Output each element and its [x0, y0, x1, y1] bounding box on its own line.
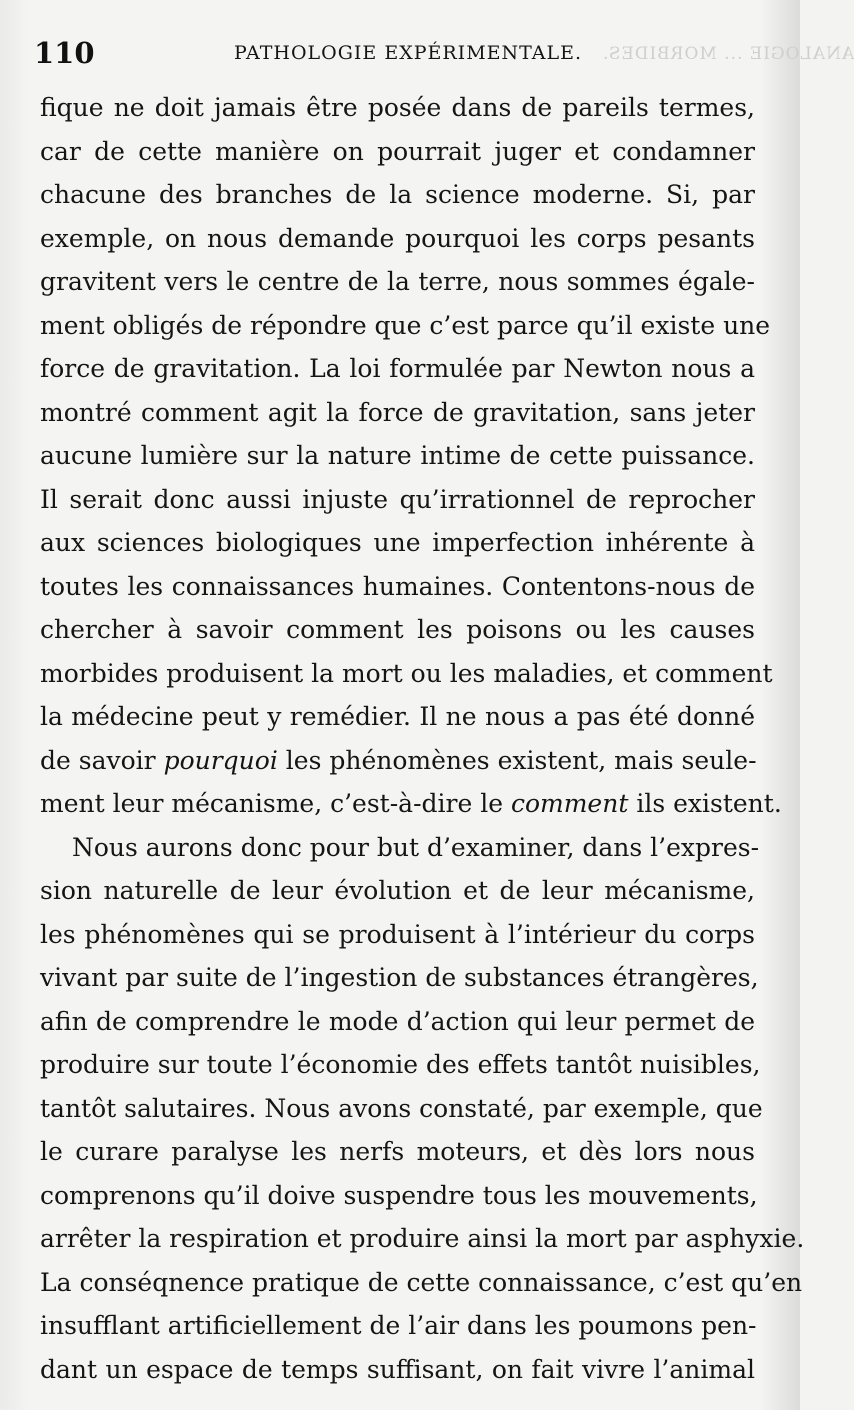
- text-line: chacune des branches de la science moderne. Si, par: [40, 180, 755, 209]
- text-line: produire sur toute l’économie des effets tantôt nuisibles,: [40, 1050, 761, 1079]
- text-line: [40, 739, 755, 783]
- text-line: arrêter la respiration et produire ainsi la mort par asphyxie.: [40, 1224, 805, 1253]
- text-fragment: les phénomènes existent, mais seule-: [277, 745, 757, 775]
- text-line: car de cette manière on pourrait juger et condamner: [40, 136, 755, 166]
- text-line: le curare paralyse les nerfs moteurs, et dès lors nous: [40, 1137, 755, 1166]
- page-header: [34, 36, 854, 76]
- text-line: dant un espace de temps suffisant, on fait vivre l’animal: [40, 1354, 755, 1384]
- text-line: aucune lumière sur la nature intime de cette puissance.: [40, 441, 755, 470]
- text-line: [40, 782, 782, 826]
- italic-word: pourquoi: [163, 745, 278, 775]
- text-line: La conséqnence pratique de cette connaissance, c’est qu’en: [40, 1267, 803, 1297]
- text-line: force de gravitation. La loi formulée par Newton nous a: [40, 354, 755, 383]
- text-line: insufflant artificiellement de l’air dans les poumons pen-: [40, 1311, 757, 1340]
- text-line: ment obligés de répondre que c’est parce qu’il existe une: [40, 310, 771, 340]
- running-head: PATHOLOGIE EXPÉRIMENTALE.: [234, 42, 583, 64]
- text-line: la médecine peut y remédier. Il ne nous a pas été donné: [40, 702, 755, 731]
- text-line: gravitent vers le centre de la terre, nous sommes égale-: [40, 267, 755, 296]
- bleed-through-text: ANALOGIE ... MORBIDES.: [602, 44, 854, 64]
- text-line: comprenons qu’il doive suspendre tous les mouvements,: [40, 1180, 758, 1210]
- text-line: chercher à savoir comment les poisons ou les causes: [40, 615, 755, 644]
- page-number: 110: [34, 36, 95, 70]
- text-line: Il serait donc aussi injuste qu’irrationnel de reprocher: [40, 484, 755, 514]
- text-fragment: ment leur mécanisme, c’est-à-dire le: [40, 789, 511, 818]
- text-line: sion naturelle de leur évolution et de leur mécanisme,: [40, 876, 755, 905]
- text-fragment: de savoir: [40, 745, 164, 775]
- text-line: afin de comprendre le mode d’action qui leur permet de: [40, 1006, 755, 1036]
- text-line: exemple, on nous demande pourquoi les corps pesants: [40, 223, 755, 253]
- italic-word: comment: [510, 789, 629, 818]
- text-line: aux sciences biologiques une imperfection inhérente à: [40, 528, 755, 557]
- text-line: morbides produisent la mort ou les maladies, et comment: [40, 658, 773, 688]
- body-text: [40, 86, 805, 1391]
- text-fragment: ils existent.: [628, 789, 782, 818]
- text-line: vivant par suite de l’ingestion de substances étrangères,: [40, 963, 759, 992]
- text-line: les phénomènes qui se produisent à l’intérieur du corps: [40, 919, 755, 949]
- text-line: montré comment agit la force de gravitation, sans jeter: [40, 397, 755, 427]
- text-line: tantôt salutaires. Nous avons constaté, par exemple, que: [40, 1093, 763, 1123]
- text-line: toutes les connaissances humaines. Contentons-nous de: [40, 571, 755, 601]
- paragraph-first-line: Nous aurons donc pour but d’examiner, dans l’expres-: [72, 832, 760, 862]
- text-line: fique ne doit jamais être posée dans de pareils termes,: [40, 93, 755, 122]
